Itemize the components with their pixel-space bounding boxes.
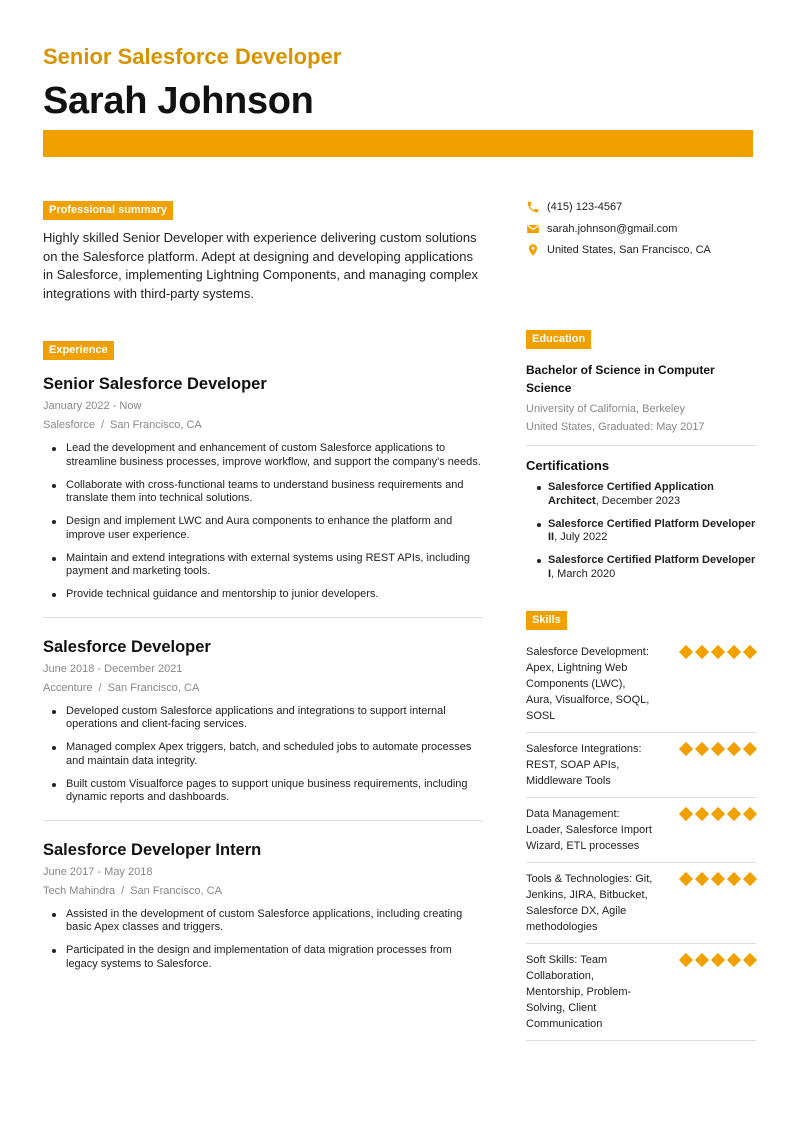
bullet-item: Maintain and extend integrations with external systems using REST APIs, including payment and marketing tools. bbox=[43, 552, 483, 579]
bullet-item: Collaborate with cross-functional teams to understand business requirements and translate them into technical solutions. bbox=[43, 479, 483, 506]
rating-diamond-icon bbox=[711, 953, 725, 967]
skill-name: Tools & Technologies: Git, Jenkins, JIRA, Bitbucket, Salesforce DX, Agile methodologies bbox=[526, 873, 653, 933]
certification-name: Salesforce Certified Platform Developer I bbox=[548, 554, 756, 580]
job-dates: January 2022 - Now bbox=[43, 400, 142, 412]
contact-phone bbox=[526, 200, 756, 214]
skill-name: Data Management: Loader, Salesforce Import Wizard, ETL processes bbox=[526, 808, 652, 852]
rating-diamond-icon bbox=[743, 742, 757, 756]
rating-diamond-icon bbox=[695, 872, 709, 886]
company-name: Accenture bbox=[43, 681, 93, 694]
job-title: Salesforce Developer Intern bbox=[43, 840, 262, 859]
certification-name: Salesforce Certified Application Architect bbox=[548, 481, 714, 507]
certification-item bbox=[526, 518, 756, 545]
rating-diamond-icon bbox=[679, 807, 693, 821]
rating-diamond-icon bbox=[727, 872, 741, 886]
rating-diamond-icon bbox=[743, 872, 757, 886]
certification-item bbox=[526, 481, 756, 508]
job-entry bbox=[43, 821, 483, 972]
rating-diamond-icon bbox=[679, 872, 693, 886]
bullet-item: Lead the development and enhancement of custom Salesforce applications to streamline business processes, improve workflow, and support the company's needs. bbox=[43, 442, 483, 469]
job-company-line bbox=[43, 884, 483, 898]
separator: / bbox=[121, 884, 125, 897]
contact-email bbox=[526, 222, 756, 236]
certification-name: Salesforce Certified Platform Developer II bbox=[548, 517, 756, 543]
skill-rating bbox=[680, 644, 756, 659]
bullet-item: Built custom Visualforce pages to support unique business requirements, including dynamic reports and dashboards. bbox=[43, 778, 483, 805]
education-label: Education bbox=[526, 330, 591, 349]
education-section bbox=[526, 329, 756, 446]
school-name: University of California, Berkeley bbox=[526, 402, 685, 415]
divider bbox=[526, 445, 756, 446]
candidate-name: Sarah Johnson bbox=[43, 80, 314, 122]
email-icon bbox=[526, 222, 540, 236]
rating-diamond-icon bbox=[743, 807, 757, 821]
job-list bbox=[43, 360, 483, 971]
job-title: Senior Salesforce Developer bbox=[43, 375, 267, 393]
rating-diamond-icon bbox=[727, 742, 741, 756]
skill-row bbox=[526, 944, 756, 1041]
rating-diamond-icon bbox=[727, 953, 741, 967]
phone-icon bbox=[526, 200, 540, 214]
skills-label: Skills bbox=[526, 611, 567, 630]
rating-diamond-icon bbox=[679, 953, 693, 967]
bullet-item: Participated in the design and implementation of data migration processes from legacy systems to Salesforce. bbox=[43, 944, 483, 971]
certification-date: , March 2020 bbox=[551, 567, 616, 580]
rating-diamond-icon bbox=[727, 807, 741, 821]
rating-diamond-icon bbox=[711, 645, 725, 659]
certifications-title: Certifications bbox=[526, 458, 610, 473]
skill-rating bbox=[680, 952, 756, 967]
skill-rating bbox=[680, 806, 756, 821]
skill-row bbox=[526, 863, 756, 944]
location-pin-icon bbox=[526, 243, 540, 257]
rating-diamond-icon bbox=[727, 645, 741, 659]
contact-section bbox=[526, 200, 756, 257]
certifications-section bbox=[526, 458, 756, 581]
job-title: Salesforce Developer bbox=[43, 637, 211, 656]
certification-date: , July 2022 bbox=[554, 531, 608, 543]
bullet-item: Managed complex Apex triggers, batch, and scheduled jobs to automate processes and maintain data integrity. bbox=[43, 741, 483, 768]
summary-label: Professional summary bbox=[43, 201, 173, 220]
rating-diamond-icon bbox=[743, 645, 757, 659]
rating-diamond-icon bbox=[695, 807, 709, 821]
skill-row bbox=[526, 636, 756, 733]
rating-diamond-icon bbox=[743, 953, 757, 967]
separator: / bbox=[100, 419, 105, 431]
skills-section bbox=[526, 610, 756, 1041]
rating-diamond-icon bbox=[695, 953, 709, 967]
left-column bbox=[43, 200, 483, 981]
degree-title: Bachelor of Science in Computer Science bbox=[526, 363, 715, 395]
skill-name: Soft Skills: Team Collaboration, Mentorship, Problem-Solving, Client Communication bbox=[526, 954, 632, 1030]
experience-label: Experience bbox=[43, 341, 114, 360]
job-entry bbox=[43, 618, 483, 821]
separator: / bbox=[98, 681, 102, 694]
company-name: Tech Mahindra bbox=[43, 884, 116, 897]
experience-section bbox=[43, 340, 483, 971]
rating-diamond-icon bbox=[679, 742, 693, 756]
bullet-item: Developed custom Salesforce applications and integrations to support internal operations and client-facing services. bbox=[43, 705, 483, 732]
certification-date: , December 2023 bbox=[595, 494, 681, 507]
summary-text: Highly skilled Senior Developer with experience delivering custom solutions on the Salesforce platform. Adept at designing and developing applications in Salesforce, implementing Lightning Components, and managing complex integrations with third-party systems. bbox=[43, 230, 479, 301]
skill-name: Salesforce Integrations: REST, SOAP APIs, Middleware Tools bbox=[526, 743, 642, 787]
skill-name: Salesforce Development: Apex, Lightning Web Components (LWC), Aura, Visualforce, SOQL, SOSL bbox=[526, 646, 650, 722]
certification-list bbox=[526, 481, 756, 581]
graduation-detail: United States, Graduated: May 2017 bbox=[526, 421, 705, 433]
accent-bar bbox=[43, 130, 753, 157]
bullet-item: Assisted in the development of custom Salesforce applications, including creating basic Apex classes and triggers. bbox=[43, 908, 483, 935]
job-entry bbox=[43, 360, 483, 618]
company-location: San Francisco, CA bbox=[130, 884, 222, 897]
email-text: sarah.johnson@gmail.com bbox=[547, 222, 678, 235]
phone-text: (415) 123-4567 bbox=[547, 201, 623, 213]
resume-header bbox=[43, 44, 753, 125]
rating-diamond-icon bbox=[679, 645, 693, 659]
rating-diamond-icon bbox=[695, 742, 709, 756]
rating-diamond-icon bbox=[711, 872, 725, 886]
company-location: San Francisco, CA bbox=[110, 419, 202, 431]
certification-item bbox=[526, 554, 756, 581]
right-column bbox=[526, 200, 756, 1041]
company-name: Salesforce bbox=[43, 419, 95, 431]
skill-rating bbox=[680, 741, 756, 756]
rating-diamond-icon bbox=[711, 742, 725, 756]
skill-list bbox=[526, 636, 756, 1041]
job-dates: June 2017 - May 2018 bbox=[43, 865, 153, 878]
job-dates: June 2018 - December 2021 bbox=[43, 662, 183, 675]
job-company-line bbox=[43, 418, 483, 432]
contact-location bbox=[526, 243, 756, 257]
bullet-list bbox=[43, 442, 483, 602]
company-location: San Francisco, CA bbox=[107, 681, 200, 694]
header-job-title: Senior Salesforce Developer bbox=[43, 44, 342, 69]
skill-row bbox=[526, 798, 756, 863]
skill-rating bbox=[680, 871, 756, 886]
bullet-list bbox=[43, 908, 483, 972]
rating-diamond-icon bbox=[695, 645, 709, 659]
rating-diamond-icon bbox=[711, 807, 725, 821]
skill-row bbox=[526, 733, 756, 798]
bullet-item: Design and implement LWC and Aura components to enhance the platform and improve user experience. bbox=[43, 515, 483, 542]
location-text: United States, San Francisco, CA bbox=[547, 244, 711, 256]
bullet-list bbox=[43, 705, 483, 805]
bullet-item: Provide technical guidance and mentorship to junior developers. bbox=[43, 588, 483, 602]
job-company-line bbox=[43, 681, 483, 695]
